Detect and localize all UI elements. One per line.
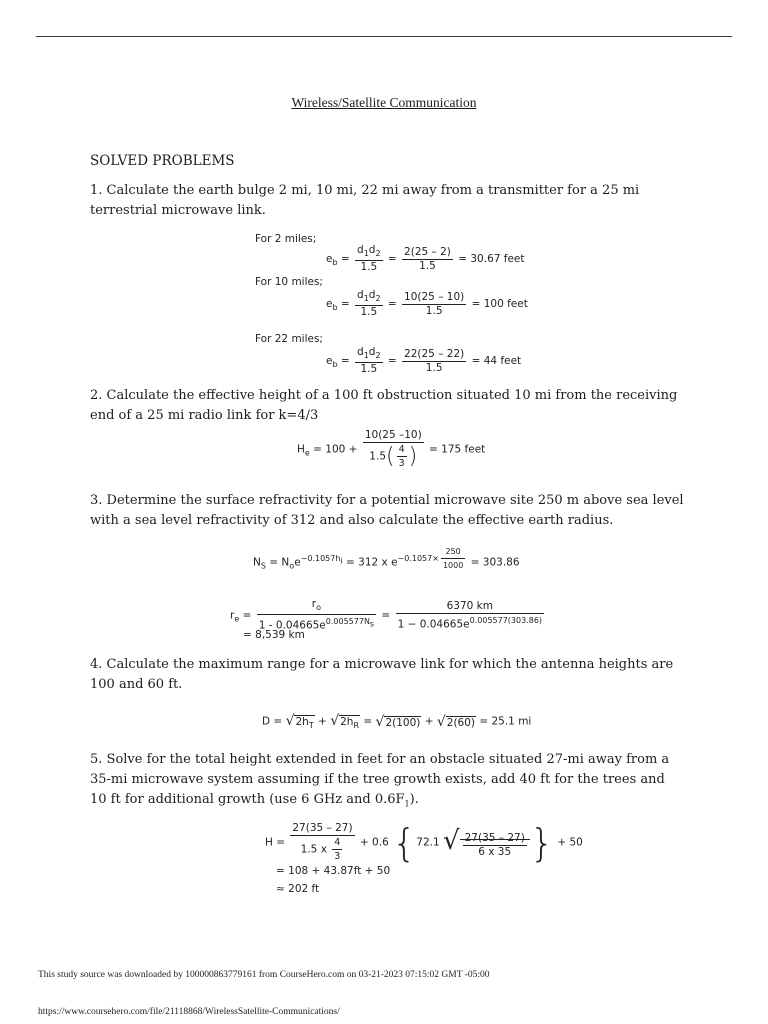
p4-equation: $D = √2h_T + √2h_R = √2(100) + √2(60) = 25.1$ mi (262, 713, 532, 731)
p1-case3-equation: $e_b$ = $\frac{d_1d_2}{1.5}$ = $\frac{22(25 - 22)}{1.5}$ = 44 feet (326, 346, 522, 376)
problem-1-text: 1. Calculate the earth bulge 2 mi, 10 mi, 22 mi away from a transmitter for a 25 mi terrestrial microwave link. (90, 183, 640, 218)
source-url: https://www.coursehero.com/file/21118868/WirelessSatellite-Communications/ (38, 1007, 340, 1017)
top-rule (36, 36, 732, 37)
p2-equation: $H_e = 100$ + 10(25 –10) 1.5( $\frac{4}{3}$ ) = 175 feet (297, 429, 486, 469)
p1-case2-label: For 10 miles; (255, 276, 323, 288)
download-source-notice: This study source was downloaded by 100000863779161 from CourseHero.com on 03-21-2023 07:15:02 GMT -05:00 (38, 970, 490, 980)
p5-equation: H = 27(35 – 27) 1.5 x $\frac{4}{3}$ + 0.6 {72.1 √ $\frac{27(35 - 27)}{6 x 35}$ } + 50 (265, 820, 583, 865)
problem-3-text: 3. Determine the surface refractivity for a potential microwave site 250 m above sea level with a sea level refractivity of 312 and also calculate the effective earth radius. (90, 493, 684, 528)
p3-ns-equation: $N_S = N_oe^{-0.1057h_i} = 312$ x $e^{-0.1057\times \frac{250}{1000}}$ = 303.86 (253, 547, 520, 571)
section-heading: SOLVED PROBLEMS (90, 153, 235, 169)
problem-5-text: 5. Solve for the total height extended in feet for an obstacle situated 27-mi away from a 35-mi microwave system assuming if the tree growth exists, add 40 ft for the trees and 10 ft for additional growth (use 6 GHz and $0.6F_1$). (90, 752, 670, 809)
p1-case1-equation: $e_b$ = $\frac{d_1d_2}{1.5}$ = $\frac{2(25 - 2)}{1.5}$ = 30.67 feet (326, 244, 525, 274)
problem-2-text: 2. Calculate the effective height of a 100 ft obstruction situated 10 mi from the receiving end of a 25 mi radio link for k=4/3 (90, 388, 678, 423)
problem-4-text: 4. Calculate the maximum range for a microwave link for which the antenna heights are 100 and 60 ft. (90, 657, 674, 692)
p5-line-2: = 108 + 43.87ft + 50 (276, 865, 391, 877)
document-title: Wireless/Satellite Communication (291, 95, 477, 110)
p1-case1-label: For 2 miles; (255, 233, 317, 245)
p1-case2-equation: $e_b$ = $\frac{d_1d_2}{1.5}$ = $\frac{10(25 - 10)}{1.5}$ = 100 feet (326, 289, 528, 319)
p3-re-equation: $r_e$ = $\frac{r_o}{1 - 0.04665e^{0.005577N_s}}$ = $\frac{6370 km}{1 - 0.04665e^{0.005577(303.86)}}$ (230, 598, 543, 632)
p3-re-result: = 8,539 km (243, 629, 305, 641)
p5-line-3: ≈ 202 ft (276, 883, 320, 895)
p1-case3-label: For 22 miles; (255, 333, 323, 345)
